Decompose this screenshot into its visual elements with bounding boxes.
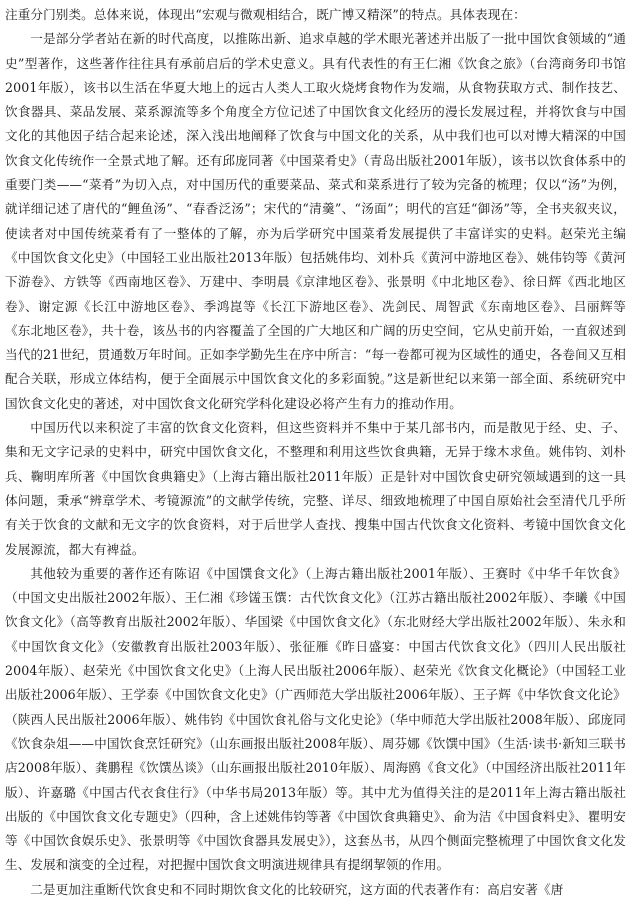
paragraph-food-classics: 中国历代以来积淀了丰富的饮食文化资料，但这些资料并不集中于某几部书内，而是散见于经、史、子、集和无文字记录的史料中，研究中国饮食文化，不整理和利用这些饮食典籍，无异于缘木求鱼。姚伟钧、刘朴兵、鞠明库所著《中国饮食典籍史》（上海古籍出版社2011年版）正是针对中国饮食史研究领域遇到的这一具体问题，秉承“辨章学术、考镜源流”的文献学传统，完整、详尽、细致地梳理了中国自原始社会至清代几乎所有关于饮食的文献和无文字的饮食资料，对于后世学人查找、搜集中国古代饮食文化资料、考镜中国饮食文化发展源流，都大有裨益。: [5, 420, 626, 557]
paragraph-other-works: 其他较为重要的著作还有陈诏《中国馔食文化》（上海古籍出版社2001年版）、王赛时《中华千年饮食》（中国文史出版社2002年版）、王仁湘《珍馐玉馔：古代饮食文化》（江苏古籍出版社2002年版）、李曦《中国饮食文化》（高等教育出版社2002年版）、华国梁《中国饮食文化》（东北财经大学出版社2002年版）、朱永和《中国饮食文化》（安徽教育出版社2003年版）、张征雁《昨日盛宴：中国古代饮食文化》（四川人民出版社2004年版）、赵荣光《中国饮食文化史》（上海人民出版社2006年版）、赵荣光《饮食文化概论》（中国轻工业出版社2006年版）、王学泰《中国饮食文化史》（广西师范大学出版社2006年版）、王子辉《中华饮食文化论》（陕西人民出版社2006年版）、姚伟钧《中国饮食礼俗与文化史论》（华中师范大学出版社2008年版）、邱庞同《饮食杂俎——中国饮食烹饪研究》（山东画报出版社2008年版）、周芬娜《饮馔中国》（生活·读书·新知三联书店2008年版）、龚鹏程《饮馔丛谈》（山东画报出版社2010年版）、周海鸥《食文化》（中国经济出版社2011年版）、许嘉璐《中国古代衣食住行》（中华书局2013年版）等。其中尤为值得关注的是2011年上海古籍出版社出版的《中国饮食文化专题史》（四种，含上述姚伟钧等著《中国饮食典籍史》、俞为洁《中国食料史》、瞿明安等《中国饮食娱乐史》、张景明等《中国饮食器具发展史》），这套丛书，从四个侧面完整梳理了中国饮食文化发生、发展和演变的全过程，对把握中国饮食文明演进规律具有提纲挈领的作用。: [5, 565, 626, 873]
paragraph-continuation: 注重分门别类。总体来说，体现出“宏观与微观相结合，既广博又精深”的特点。具体表现在：: [5, 7, 526, 22]
paragraph-period-studies: 二是更加注重断代饮食史和不同时期饮食文化的比较研究，这方面的代表著作有：高启安著《唐: [30, 881, 564, 897]
paragraph-general-history: 一是部分学者站在新的时代高度，以推陈出新、追求卓越的学术眼光著述并出版了一批中国饮食领域的“通史”型著作，这些著作往往具有承前启后的学术史意义。具有代表性的有王仁湘《饮食之旅》（台湾商务印书馆2001年版），该书以生活在华夏大地上的远古人类人工取火烧烤食物作为发端，从食物获取方式、制作技艺、饮食器具、菜品发展、菜系源流等多个角度全方位记述了中国饮食文化经历的漫长发展过程，并将饮食与中国文化的其他因子结合起来论述，深入浅出地阐释了饮食与中国文化的关系，从中我们也可以对博大精深的中国饮食文化传统作一全景式地了解。还有邱庞同著《中国菜肴史》（青岛出版社2001年版），该书以饮食体系中的重要门类——“菜肴”为切入点，对中国历代的重要菜品、菜式和菜系进行了较为完备的梳理；仅以“汤”为例，就详细记述了唐代的“鲤鱼汤”、“春香泛汤”；宋代的“清羹”、“汤面”；明代的宫廷“御汤”等，全书夹叙夹议，使读者对中国传统菜肴有了一整体的了解，亦为后学研究中国菜肴发展提供了丰富详实的史料。赵荣光主编《中国饮食文化史》（中国轻工业出版社2013年版）包括姚伟均、刘朴兵《黄河中游地区卷》、姚伟钧等《黄河下游卷》、方铁等《西南地区卷》、万建中、李明晨《京津地区卷》、张景明《中北地区卷》、徐日辉《西北地区卷》、谢定源《长江中游地区卷》、季鸿崑等《长江下游地区卷》、冼剑民、周智武《东南地区卷》、吕丽辉等《东北地区卷》，共十卷，该丛书的内容覆盖了全国的广大地区和广阔的历史空间，它从史前开始，一直叙述到当代的21世纪，贯通数万年时间。正如李学勤先生在序中所言：“每一卷都可视为区域性的通史，各卷间又互相配合关联，形成立体结构，便于全面展示中国饮食文化的多彩面貌。”这是新世纪以来第一部全面、系统研究中国饮食文化史的著述，对中国饮食文化研究学科化建设必将产生有力的推动作用。: [5, 31, 626, 411]
